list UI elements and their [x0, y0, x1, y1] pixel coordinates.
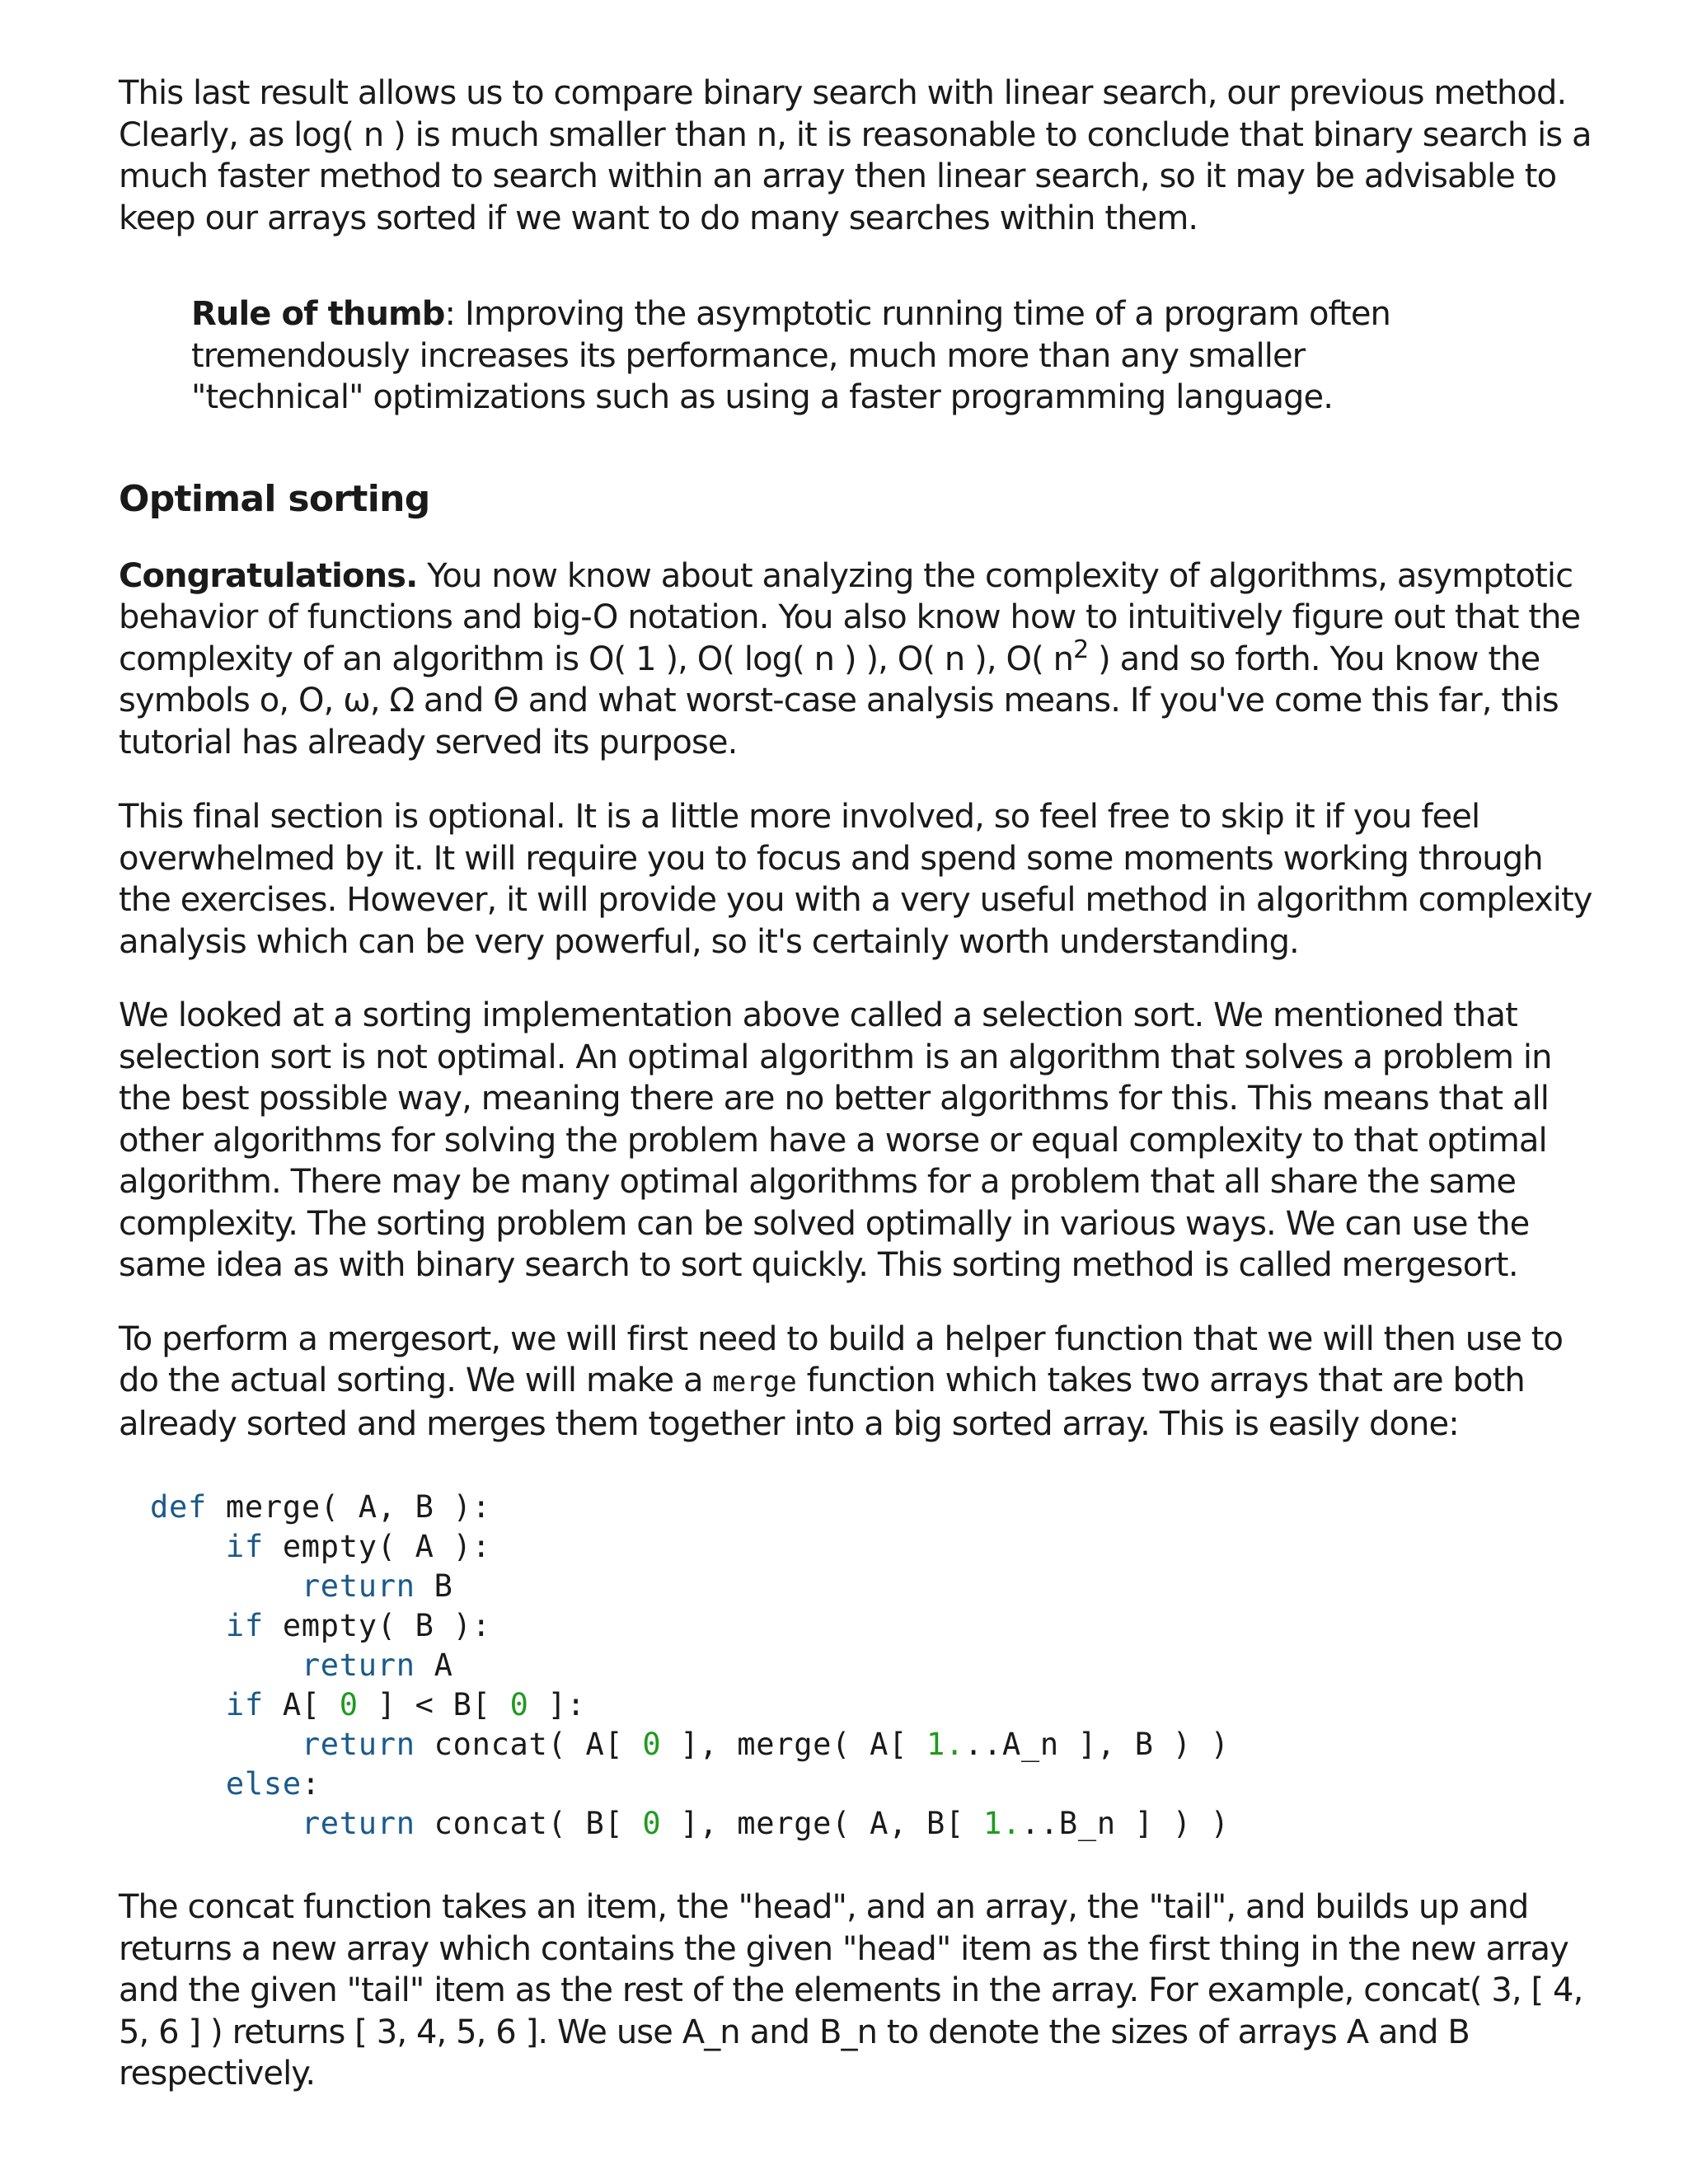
code-keyword: return [301, 1647, 415, 1683]
code-number: 1. [926, 1727, 964, 1762]
code-keyword: return [301, 1806, 415, 1841]
exponent-superscript: 2 [1073, 635, 1089, 664]
mergesort-intro-paragraph [119, 1319, 1594, 1446]
code-text: ] < B[ [358, 1687, 510, 1722]
merge-inline-code: merge [712, 1366, 797, 1399]
optimal-algorithm-term: optimal algorithm [627, 1038, 915, 1076]
code-number: 1. [982, 1806, 1021, 1841]
mergesort-term: mergesort [1341, 1246, 1508, 1284]
mergesort-intro-text-b: function which takes two arrays that are both already sorted and merges them together into a big sorted array. This is easily done: [119, 1361, 1525, 1443]
code-keyword: return [301, 1727, 415, 1762]
rule-of-thumb-text: : Improving the asymptotic running time of a program often tremendously increases its performance, much more than any smaller "technical" optimizations such as using a faster programming language. [191, 295, 1390, 416]
intro-paragraph: This last result allows us to compare binary search with linear search, our previous method. Clearly, as log( n ) is much smaller than n, it is reasonable to conclude that binary search is a much faster method to search within an array then linear search, so it may be advisable to keep our arrays sorted if we want to do many searches within them. [119, 74, 1592, 237]
rule-of-thumb-label: Rule of thumb [191, 295, 445, 333]
code-line-2 [150, 1529, 491, 1564]
rule-of-thumb-callout [191, 293, 1477, 419]
sorting-text-a: We looked at a sorting implementation above called a selection sort. We mentioned that selection sort is not optimal. An [119, 996, 1517, 1076]
code-number: 0 [339, 1687, 359, 1722]
code-text: ..B_n ] ) ) [1020, 1806, 1230, 1841]
code-line-4 [150, 1608, 491, 1643]
article-body [119, 73, 1594, 2127]
code-keyword: if [225, 1687, 264, 1722]
code-number: 0 [642, 1727, 662, 1762]
code-keyword: def [150, 1489, 207, 1525]
code-keyword: return [301, 1568, 415, 1604]
code-line-7 [150, 1727, 1230, 1762]
code-line-9 [150, 1806, 1230, 1841]
code-text: concat( A[ [415, 1727, 643, 1762]
code-number: 0 [642, 1806, 662, 1841]
code-text: concat( B[ [415, 1806, 643, 1841]
merge-code-block [119, 1488, 1594, 1844]
code-keyword: if [225, 1529, 264, 1564]
congratulations-text-b: ) and so forth. You know the symbols o, O, ω, Ω and Θ and what worst-case analysis means. If you've come this far, this tutorial has already served its purpose. [119, 640, 1559, 762]
code-text: A[ [263, 1687, 340, 1722]
section-heading: Optimal sorting [119, 477, 430, 520]
code-text: empty( B ): [263, 1608, 491, 1643]
code-text: empty( A ): [263, 1529, 491, 1564]
code-keyword: else [225, 1766, 302, 1802]
code-line-3 [150, 1568, 453, 1604]
concat-explanation-paragraph: The concat function takes an item, the "head", and an array, the "tail", and builds up and returns a new array which contains the given "head" item as the first thing in the new array and the given "tail" item as the rest of the elements in the array. For example, concat( 3, [ 4, 5, 6 ] ) returns [ 3, 4, 5, 6 ]. We use A_n and B_n to denote the sizes of arrays A and B respectively. [119, 1888, 1583, 2093]
sorting-text-b: is an algorithm that solves a problem in the best possible way, meaning there are no better algorithms for this. This means that all other algorithms for solving the problem have a worse or equal complexity to that optimal algorithm. There may be many optimal algorithms for a problem that all share the same complexity. The sorting problem can be solved optimally in various ways. We can use the same idea as with binary search to sort quickly. This sorting method is called [119, 1038, 1552, 1284]
congratulations-label: Congratulations. [119, 556, 418, 595]
code-text: merge( A, B ): [206, 1489, 491, 1525]
code-text: B [415, 1568, 453, 1604]
sorting-text-c: . [1507, 1246, 1518, 1284]
code-line-5 [150, 1647, 453, 1683]
code-text: A [415, 1647, 453, 1683]
code-text: ..A_n ], B ) ) [964, 1727, 1230, 1762]
congratulations-paragraph [119, 555, 1594, 764]
code-number: 0 [509, 1687, 529, 1722]
optimal-algorithm-paragraph [119, 995, 1594, 1286]
code-line-6 [150, 1687, 585, 1722]
code-text: ], merge( A[ [661, 1727, 927, 1762]
congratulations-text-a: You now know about analyzing the complexity of algorithms, asymptotic behavior of functions and big-O notation. You also know how to intuitively figure out that the complexity of an algorithm is O( 1 ), O( log( n ) ), O( n ), O( n [119, 556, 1581, 678]
code-line-8 [150, 1766, 321, 1802]
code-text: ], merge( A, B[ [661, 1806, 983, 1841]
final-section-paragraph: This final section is optional. It is a little more involved, so feel free to skip it if you feel overwhelmed by it. It will require you to focus and spend some moments working through the exercises. However, it will provide you with a very useful method in algorithm complexity analysis which can be very powerful, so it's certainly worth understanding. [119, 798, 1592, 961]
code-text: ]: [528, 1687, 586, 1722]
code-keyword: if [225, 1608, 264, 1643]
code-line-1 [150, 1489, 491, 1525]
mergesort-intro-text-a: To perform a mergesort, we will first need to build a helper function that we will then use to do the actual sorting. We will make a [119, 1319, 1564, 1399]
code-text: : [301, 1766, 321, 1802]
